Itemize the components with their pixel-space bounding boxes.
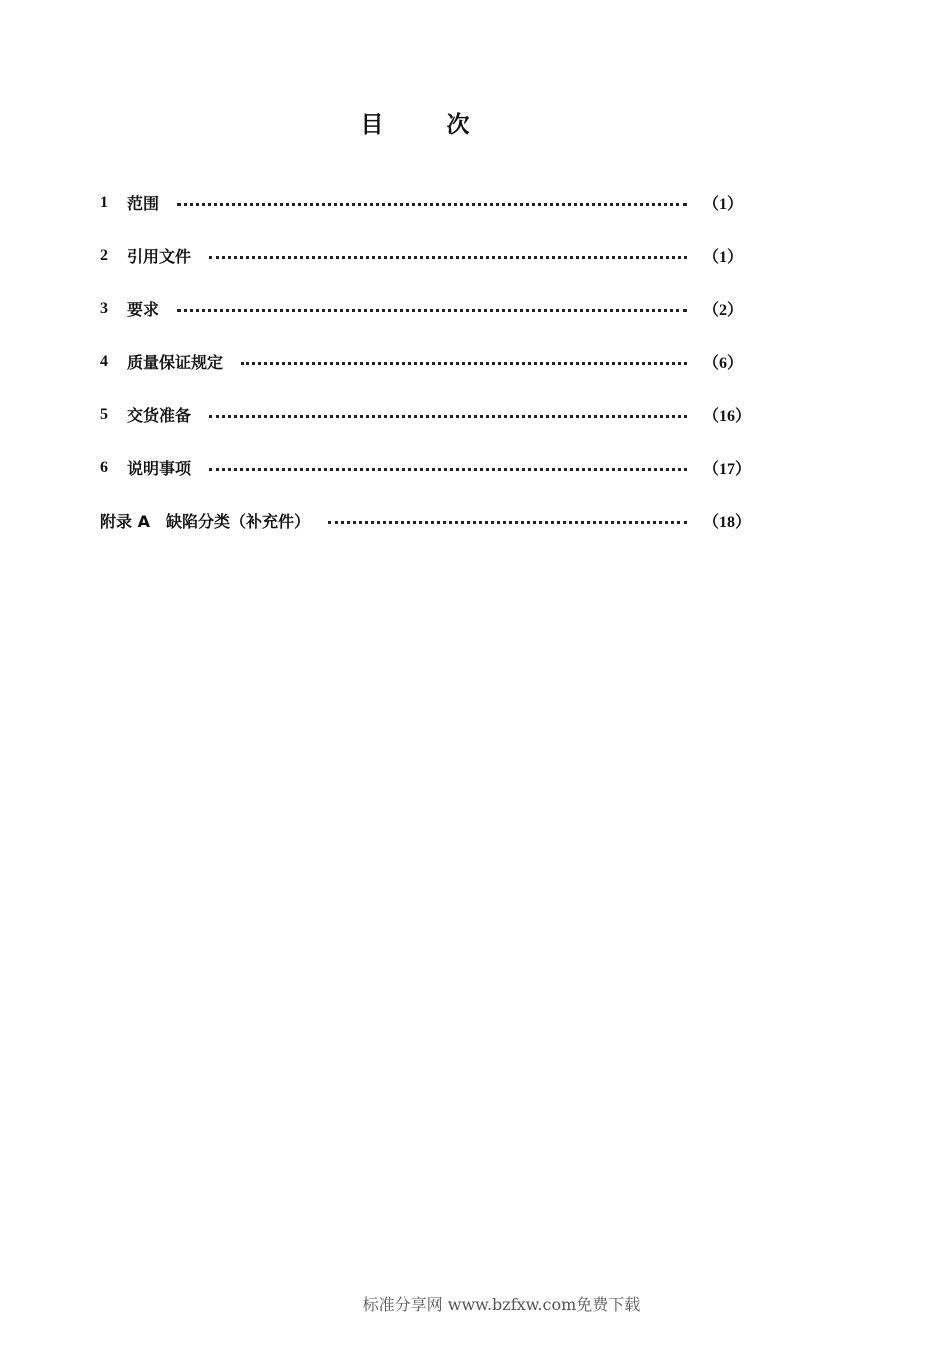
toc-leader-dots — [328, 507, 687, 524]
toc-entry-label: 交货准备 — [127, 406, 192, 425]
toc-entry-appendix-a[interactable] — [100, 494, 752, 547]
toc-entry-label: 质量保证规定 — [127, 353, 224, 372]
toc-leader-dots — [177, 189, 687, 206]
toc-entry-scope[interactable] — [100, 176, 743, 229]
toc-entry-number: 3 — [100, 299, 108, 317]
toc-entry-page: （17） — [703, 461, 752, 478]
toc-entry-label: 附录 A 缺陷分类（补充件） — [100, 512, 310, 531]
toc-entry-number: 2 — [100, 246, 108, 264]
toc-entry-notes[interactable] — [100, 441, 752, 494]
toc-entry-delivery-preparation[interactable] — [100, 388, 752, 441]
toc-entry-page: （16） — [703, 408, 752, 425]
toc-entry-page: （1） — [703, 196, 744, 213]
toc-entry-label: 要求 — [127, 300, 160, 319]
footer-watermark: 标准分享网 www.bzfxw.com免费下载 — [362, 1295, 641, 1314]
toc-leader-dots — [177, 295, 687, 312]
toc-entry-number: 6 — [100, 458, 108, 476]
toc-leader-dots — [209, 242, 687, 259]
page-title: 目 次 — [360, 112, 490, 138]
toc-entry-quality-assurance[interactable] — [100, 335, 743, 388]
toc-entry-page: （2） — [703, 302, 744, 319]
table-of-contents — [100, 176, 752, 547]
toc-entry-number: 4 — [100, 352, 108, 370]
toc-entry-requirements[interactable] — [100, 282, 743, 335]
toc-entry-label: 说明事项 — [127, 459, 192, 478]
toc-entry-page: （18） — [703, 514, 752, 531]
toc-leader-dots — [241, 348, 687, 365]
toc-entry-number: 5 — [100, 405, 108, 423]
toc-entry-label: 范围 — [127, 194, 160, 213]
toc-entry-referenced-documents[interactable] — [100, 229, 743, 282]
toc-entry-page: （6） — [703, 355, 744, 372]
toc-entry-label: 引用文件 — [127, 247, 192, 266]
toc-entry-page: （1） — [703, 249, 744, 266]
toc-leader-dots — [209, 401, 687, 418]
toc-leader-dots — [209, 454, 687, 471]
toc-entry-number: 1 — [100, 193, 108, 211]
